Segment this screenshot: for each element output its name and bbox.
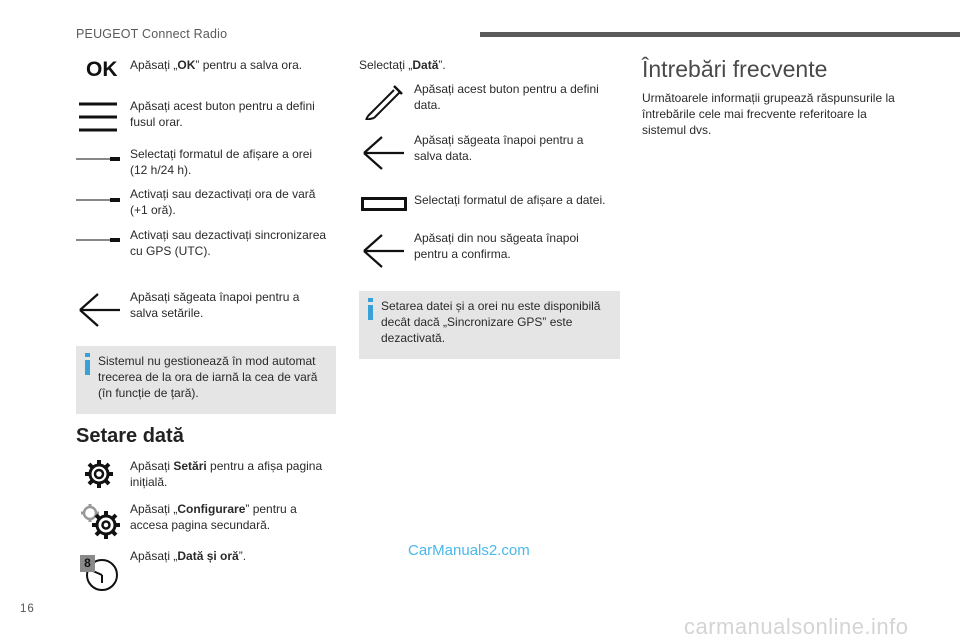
page-number: 16 xyxy=(20,603,35,615)
faq-intro-text: Următoarele informații grupează răspunsurile la întrebările cele mai frecvente referitoare la sistemul dvs. xyxy=(642,91,895,137)
settings-gear-icon xyxy=(84,459,114,489)
section-title-setare-data: Setare dată xyxy=(76,425,184,447)
row-settings-text: Apăsați Setări pentru a afișa pagina inițială. xyxy=(130,459,323,489)
info-icon xyxy=(83,353,93,375)
back-arrow-icon xyxy=(78,292,120,328)
header-bar xyxy=(480,32,960,37)
row-define-date-text: Apăsați acest buton pentru a defini data. xyxy=(414,82,599,112)
row-back-confirm-text: Apăsați din nou săgeata înapoi pentru a confirma. xyxy=(414,231,579,261)
info-note-text: Sistemul nu gestionează în mod automat trecerea de la ora de iarnă la cea de vară (în funcție de țară). xyxy=(98,354,318,400)
row-date-time-text: Apăsați „Dată și oră”. xyxy=(130,549,247,563)
option-line-icon xyxy=(76,236,120,244)
configuration-gears-icon xyxy=(78,501,120,541)
info-note xyxy=(76,346,336,414)
back-arrow-icon xyxy=(362,135,404,171)
row-gps-text: Activați sau dezactivați sincronizarea cu GPS (UTC). xyxy=(130,228,327,258)
info-icon xyxy=(366,298,376,320)
option-line-icon xyxy=(76,155,120,163)
row-back-save-text: Apăsați săgeata înapoi pentru a salva setările. xyxy=(130,290,300,320)
row-date-format-text: Selectați formatul de afișare a datei. xyxy=(414,193,606,207)
ok-icon: OK xyxy=(86,58,118,81)
row-format-text: Selectați formatul de afișare a orei (12 h/24 h). xyxy=(130,147,313,177)
pencil-icon xyxy=(364,82,404,120)
row-timezone-text: Apăsați acest buton pentru a defini fusul orar. xyxy=(130,99,315,129)
site-watermark: carmanualsonline.info xyxy=(684,614,909,639)
date-format-field-icon xyxy=(361,197,407,211)
page-badge: 8 xyxy=(80,555,95,572)
option-line-icon xyxy=(76,196,120,204)
row-back-save-date-text: Apăsați săgeata înapoi pentru a salva data. xyxy=(414,133,584,163)
carmanuals-watermark: CarManuals2.com xyxy=(408,542,530,559)
back-arrow-icon xyxy=(362,233,404,269)
info-note-gps xyxy=(359,291,620,359)
row-dst-text: Activați sau dezactivați ora de vară (+1 oră). xyxy=(130,187,316,217)
info-note-gps-text: Setarea datei și a orei nu este disponibilă decât dacă „Sincronizare GPS” este dezactivată. xyxy=(381,299,601,345)
page-header-title: PEUGEOT Connect Radio xyxy=(76,27,228,41)
row-configuration-text: Apăsați „Configurare” pentru a accesa pagina secundară. xyxy=(130,502,297,532)
menu-icon xyxy=(79,102,117,132)
faq-title: Întrebări frecvente xyxy=(642,56,828,82)
select-date-text: Selectați „Dată”. xyxy=(359,58,446,72)
row-ok-text: Apăsați „OK” pentru a salva ora. xyxy=(130,58,303,72)
